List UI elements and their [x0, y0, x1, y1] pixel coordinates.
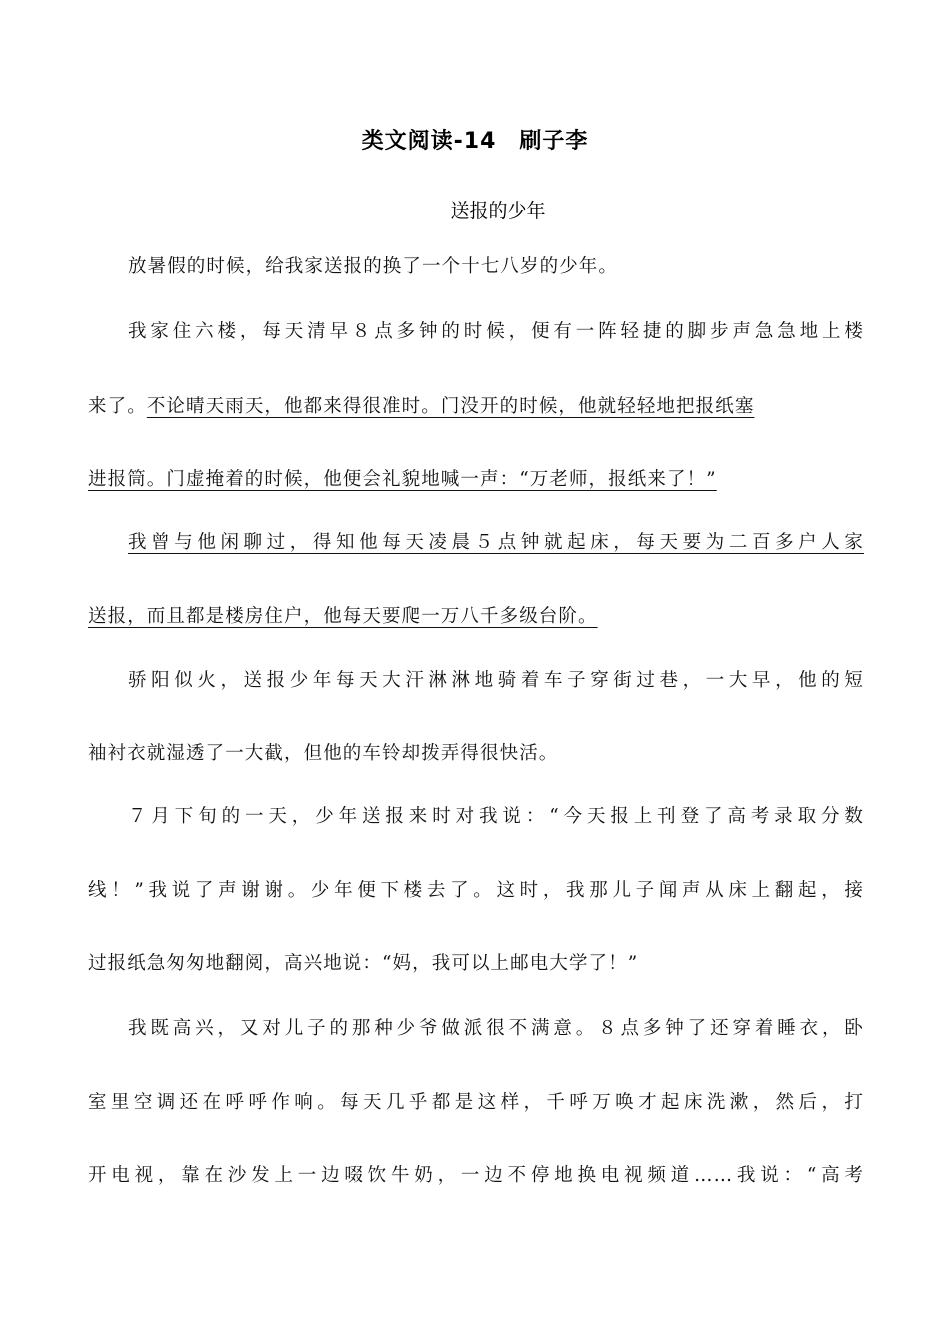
text-line: 室里空调还在呼呼作响。每天几乎都是这样，千呼万唤才起床洗漱，然后，打 — [88, 1092, 864, 1113]
text-line: 放暑假的时候，给我家送报的换了一个十七八岁的少年。 — [128, 256, 619, 277]
underlined-text-line: 我曾与他闲聊过，得知他每天凌晨５点钟就起床，每天要为二百多户人家 — [128, 532, 864, 553]
underlined-text: 不论晴天雨天，他都来得很准时。门没开的时候，他就轻轻地把报纸塞 — [146, 396, 755, 417]
text-line: 我既高兴，又对儿子的那种少爷做派很不满意。８点多钟了还穿着睡衣，卧 — [128, 1018, 864, 1039]
underlined-text-line: 送报，而且都是楼房住户，他每天要爬一万八千多级台阶。 — [88, 606, 598, 627]
text-segment: 来了。 — [88, 396, 147, 417]
text-line: 骄阳似火，送报少年每天大汗淋淋地骑着车子穿街过巷，一大早，他的短 — [128, 670, 864, 691]
text-line: 开电视，靠在沙发上一边啜饮牛奶，一边不停地换电视频道……我说：“高考 — [88, 1165, 864, 1186]
text-line: 袖衬衣就湿透了一大截，但他的车铃却拨弄得很快活。 — [88, 743, 559, 764]
text-line — [88, 392, 864, 422]
text-line: ７月下旬的一天，少年送报来时对我说：“今天报上刊登了高考录取分数 — [128, 806, 864, 827]
page-title: 类文阅读-14 刷子李 — [361, 129, 589, 154]
text-line: 我家住六楼，每天清早８点多钟的时候，便有一阵轻捷的脚步声急急地上楼 — [128, 321, 864, 342]
section-title: 送报的少年 — [450, 200, 546, 222]
text-line: 线！”我说了声谢谢。少年便下楼去了。这时，我那儿子闻声从床上翻起，接 — [88, 880, 864, 901]
underlined-text-line: 进报筒。门虚掩着的时候，他便会礼貌地喊一声：“万老师，报纸来了！” — [88, 469, 717, 490]
text-line: 过报纸急匆匆地翻阅，高兴地说：“妈，我可以上邮电大学了！” — [88, 953, 639, 974]
